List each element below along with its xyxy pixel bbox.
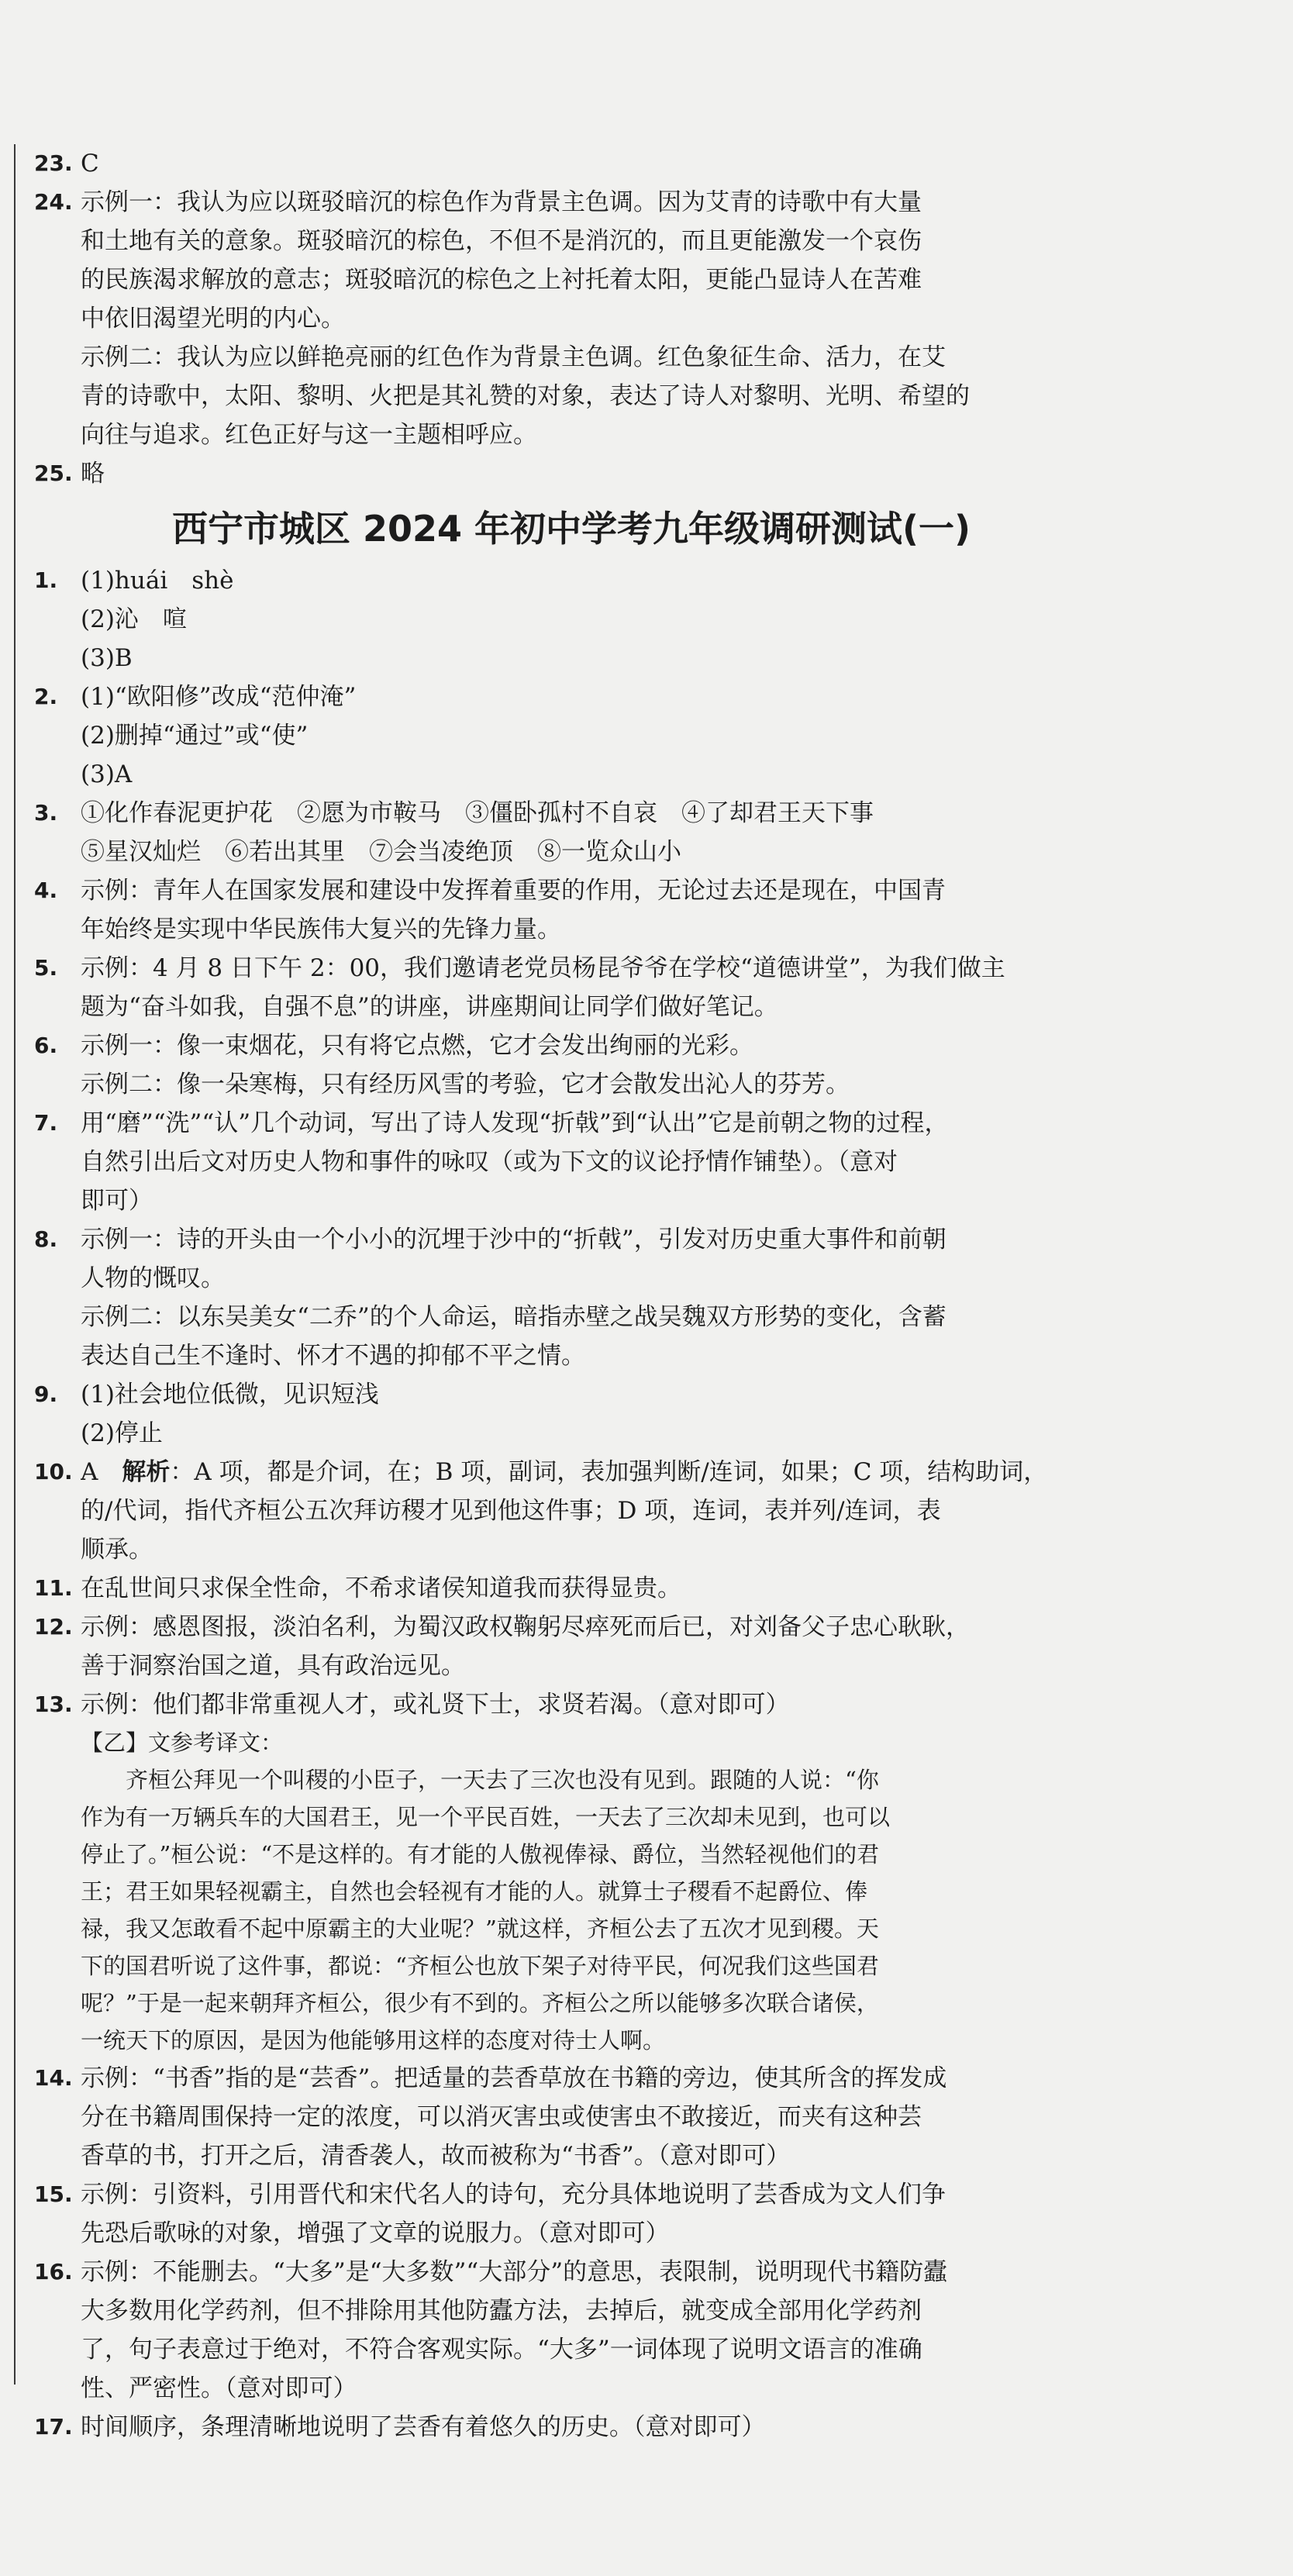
answer-line: 自然引出后文对历史人物和事件的咏叹（或为下文的议论抒情作铺垫）。（意对: [81, 1148, 898, 1176]
answer-line: ⑤星汉灿烂 ⑥若出其里 ⑦会当凌绝顶 ⑧一览众山小: [81, 838, 681, 866]
answer-line: 示例：引资料，引用晋代和宋代名人的诗句，充分具体地说明了芸香成为文人们争: [81, 2181, 946, 2209]
answer-15: [34, 2175, 1109, 2253]
answer-number: 7.: [34, 1110, 58, 1136]
answer-line: 即可）: [81, 1187, 153, 1215]
answer-line: 人物的慨叹。: [81, 1264, 225, 1292]
translation-line: 作为有一万辆兵车的大国君王，见一个平民百姓，一天去了三次却未见到，也可以: [81, 1804, 891, 1830]
answer-line: [81, 1453, 1109, 1491]
translation-heading: 【乙】文参考译文：: [81, 1729, 284, 1756]
answer-2: [34, 678, 1109, 794]
answer-13: [34, 1685, 1109, 1724]
answer-number: 15.: [34, 2181, 73, 2207]
answer-line: 分在书籍周围保持一定的浓度，可以消灭害虫或使害虫不敢接近，而夹有这种芸: [81, 2103, 922, 2131]
answer-line: 题为“奋斗如我，自强不息”的讲座，讲座期间让同学们做好笔记。: [81, 993, 778, 1021]
answer-7: [34, 1104, 1109, 1220]
answer-line: (1)“欧阳修”改成“范仲淹”: [81, 683, 357, 711]
answer-11: [34, 1569, 1109, 1608]
answer-number: 1.: [34, 567, 58, 593]
answer-line: (1)社会地位低微，见识短浅: [81, 1381, 379, 1409]
answer-line: 年始终是实现中华民族伟大复兴的先锋力量。: [81, 916, 561, 943]
answer-16: [34, 2253, 1109, 2408]
answer-line: 的民族渴求解放的意志；斑驳暗沉的棕色之上衬托着太阳，更能凸显诗人在苦难: [81, 266, 922, 294]
answer-line: 示例：感恩图报，淡泊名利，为蜀汉政权鞠躬尽瘁死而后已，对刘备父子忠心耿耿，: [81, 1613, 970, 1641]
answer-line: 示例一：我认为应以斑驳暗沉的棕色作为背景主色调。因为艾青的诗歌中有大量: [81, 188, 922, 216]
answer-line: 顺承。: [81, 1536, 153, 1564]
answer-23: [34, 144, 1109, 183]
answer-14: [34, 2059, 1109, 2175]
answer-number: 23.: [34, 150, 73, 176]
answer-line: 善于洞察治国之道，具有政治远见。: [81, 1652, 465, 1680]
answer-line: 示例：4 月 8 日下午 2：00，我们邀请老党员杨昆爷爷在学校“道德讲堂”，为我们做主: [81, 954, 1005, 982]
answer-choice: A: [81, 1458, 122, 1486]
translation-line: 齐桓公拜见一个叫稷的小臣子，一天去了三次也没有见到。跟随的人说：“你: [81, 1767, 879, 1793]
answer-1: [34, 561, 1109, 678]
section-title: 西宁市城区 2024 年初中学考九年级调研测试(一): [171, 508, 971, 550]
answer-9: [34, 1375, 1109, 1453]
answer-4: [34, 871, 1109, 949]
answer-number: 4.: [34, 878, 58, 903]
answer-number: 14.: [34, 2065, 73, 2091]
answer-line: 先恐后歌咏的对象，增强了文章的说服力。（意对即可）: [81, 2219, 670, 2247]
translation-line: 停止了。”桓公说：“不是这样的。有才能的人傲视俸禄、爵位，当然轻视他们的君: [81, 1841, 880, 1867]
margin-rule: [14, 144, 16, 2385]
answer-line: 在乱世间只求保全性命，不希求诸侯知道我而获得显贵。: [81, 1574, 681, 1602]
answer-number: 5.: [34, 955, 58, 981]
answer-line: 示例：“书香”指的是“芸香”。把适量的芸香草放在书籍的旁边，使其所含的挥发成: [81, 2064, 947, 2092]
answer-number: 9.: [34, 1381, 58, 1407]
answer-line: 用“磨”“洗”“认”几个动词，写出了诗人发现“折戟”到“认出”它是前朝之物的过程，: [81, 1109, 949, 1137]
translation-block: [34, 1761, 1109, 2059]
answer-number: 2.: [34, 684, 58, 709]
answer-number: 25.: [34, 460, 73, 486]
answer-line: 示例一：诗的开头由一个小小的沉埋于沙中的“折戟”，引发对历史重大事件和前朝: [81, 1226, 946, 1254]
translation-line: 禄，我又怎敢看不起中原霸主的大业呢？”就这样，齐桓公去了五次才见到稷。天: [81, 1916, 879, 1942]
answer-line: (3)B: [81, 644, 133, 672]
answer-line: 香草的书，打开之后，清香袭人，故而被称为“书香”。（意对即可）: [81, 2142, 791, 2170]
answer-line: 示例：青年人在国家发展和建设中发挥着重要的作用，无论过去还是现在，中国青: [81, 877, 946, 905]
answer-6: [34, 1026, 1109, 1104]
answer-number: 10.: [34, 1459, 73, 1485]
answer-line: 和土地有关的意象。斑驳暗沉的棕色，不但不是消沉的，而且更能激发一个哀伤: [81, 227, 922, 255]
answer-number: 17.: [34, 2414, 73, 2440]
answer-number: 12.: [34, 1614, 73, 1640]
translation-line: 下的国君听说了这件事，都说：“齐桓公也放下架子对待平民，何况我们这些国君: [81, 1953, 879, 1979]
answer-line: 了，句子表意过于绝对，不符合客观实际。“大多”一词体现了说明文语言的准确: [81, 2336, 922, 2364]
answer-line: 性、严密性。（意对即可）: [81, 2374, 357, 2402]
answer-line: 大多数用化学药剂，但不排除用其他防蠹方法，去掉后，就变成全部用化学药剂: [81, 2297, 922, 2325]
answer-line: 青的诗歌中，太阳、黎明、火把是其礼赞的对象，表达了诗人对黎明、光明、希望的: [81, 382, 970, 410]
answer-number: 16.: [34, 2259, 73, 2285]
answer-number: 24.: [34, 189, 73, 215]
analysis-label: 解析: [122, 1458, 171, 1486]
answer-line: 向往与追求。红色正好与这一主题相呼应。: [81, 421, 537, 449]
translation-line: 呢？”于是一起来朝拜齐桓公，很少有不到的。齐桓公之所以能够多次联合诸侯，: [81, 1990, 879, 2016]
answer-line: 示例二：像一朵寒梅，只有经历风雪的考验，它才会散发出沁人的芬芳。: [81, 1071, 850, 1098]
answer-line: 的/代词，指代齐桓公五次拜访稷才见到他这件事；D 项，连词，表并列/连词，表: [81, 1497, 941, 1525]
answer-line: (3)A: [81, 760, 133, 788]
answer-line: 时间顺序，条理清晰地说明了芸香有着悠久的历史。（意对即可）: [81, 2413, 766, 2441]
answer-24: [34, 183, 1109, 454]
answer-line: 示例：不能删去。“大多”是“大多数”“大部分”的意思，表限制，说明现代书籍防蠹: [81, 2258, 948, 2286]
answer-line: (2)沁 喧: [81, 605, 187, 633]
answer-number: 3.: [34, 800, 58, 826]
answer-line-text: ：A 项，都是介词，在；B 项，副词，表加强判断/连词，如果；C 项，结构助词，: [170, 1458, 1048, 1486]
answer-line: 中依旧渴望光明的内心。: [81, 305, 345, 333]
answer-number: 11.: [34, 1575, 73, 1601]
answer-line: 示例一：像一束烟花，只有将它点燃，它才会发出绚丽的光彩。: [81, 1032, 753, 1060]
answer-number: 6.: [34, 1033, 58, 1058]
answer-line: (2)停止: [81, 1419, 163, 1447]
answer-line: (1)huái shè: [81, 567, 234, 595]
answer-line: 表达自己生不逢时、怀才不遇的抑郁不平之情。: [81, 1342, 585, 1370]
answer-12: [34, 1608, 1109, 1685]
answer-line: 示例二：以东吴美女“二乔”的个人命运，暗指赤壁之战吴魏双方形势的变化，含蓄: [81, 1303, 946, 1331]
answer-17: [34, 2408, 1109, 2447]
answer-3: [34, 794, 1109, 871]
answer-10: [34, 1453, 1109, 1569]
answer-line: (2)删掉“通过”或“使”: [81, 722, 309, 750]
answer-number: 13.: [34, 1691, 73, 1717]
answer-text: 略: [81, 460, 105, 488]
answer-25: [34, 454, 1109, 493]
answer-8: [34, 1220, 1109, 1375]
answer-number: 8.: [34, 1226, 58, 1252]
answer-text: C: [81, 150, 99, 178]
answer-line: ①化作春泥更护花 ②愿为市鞍马 ③僵卧孤村不自哀 ④了却君王天下事: [81, 799, 874, 827]
translation-line: 王；君王如果轻视霸主，自然也会轻视有才能的人。就算士子稷看不起爵位、俸: [81, 1878, 868, 1905]
answer-line: 示例二：我认为应以鲜艳亮丽的红色作为背景主色调。红色象征生命、活力，在艾: [81, 343, 946, 371]
translation-line: 一统天下的原因，是因为他能够用这样的态度对待士人啊。: [81, 2027, 666, 2054]
answer-line: 示例：他们都非常重视人才，或礼贤下士，求贤若渴。（意对即可）: [81, 1691, 790, 1719]
answer-5: [34, 949, 1109, 1026]
